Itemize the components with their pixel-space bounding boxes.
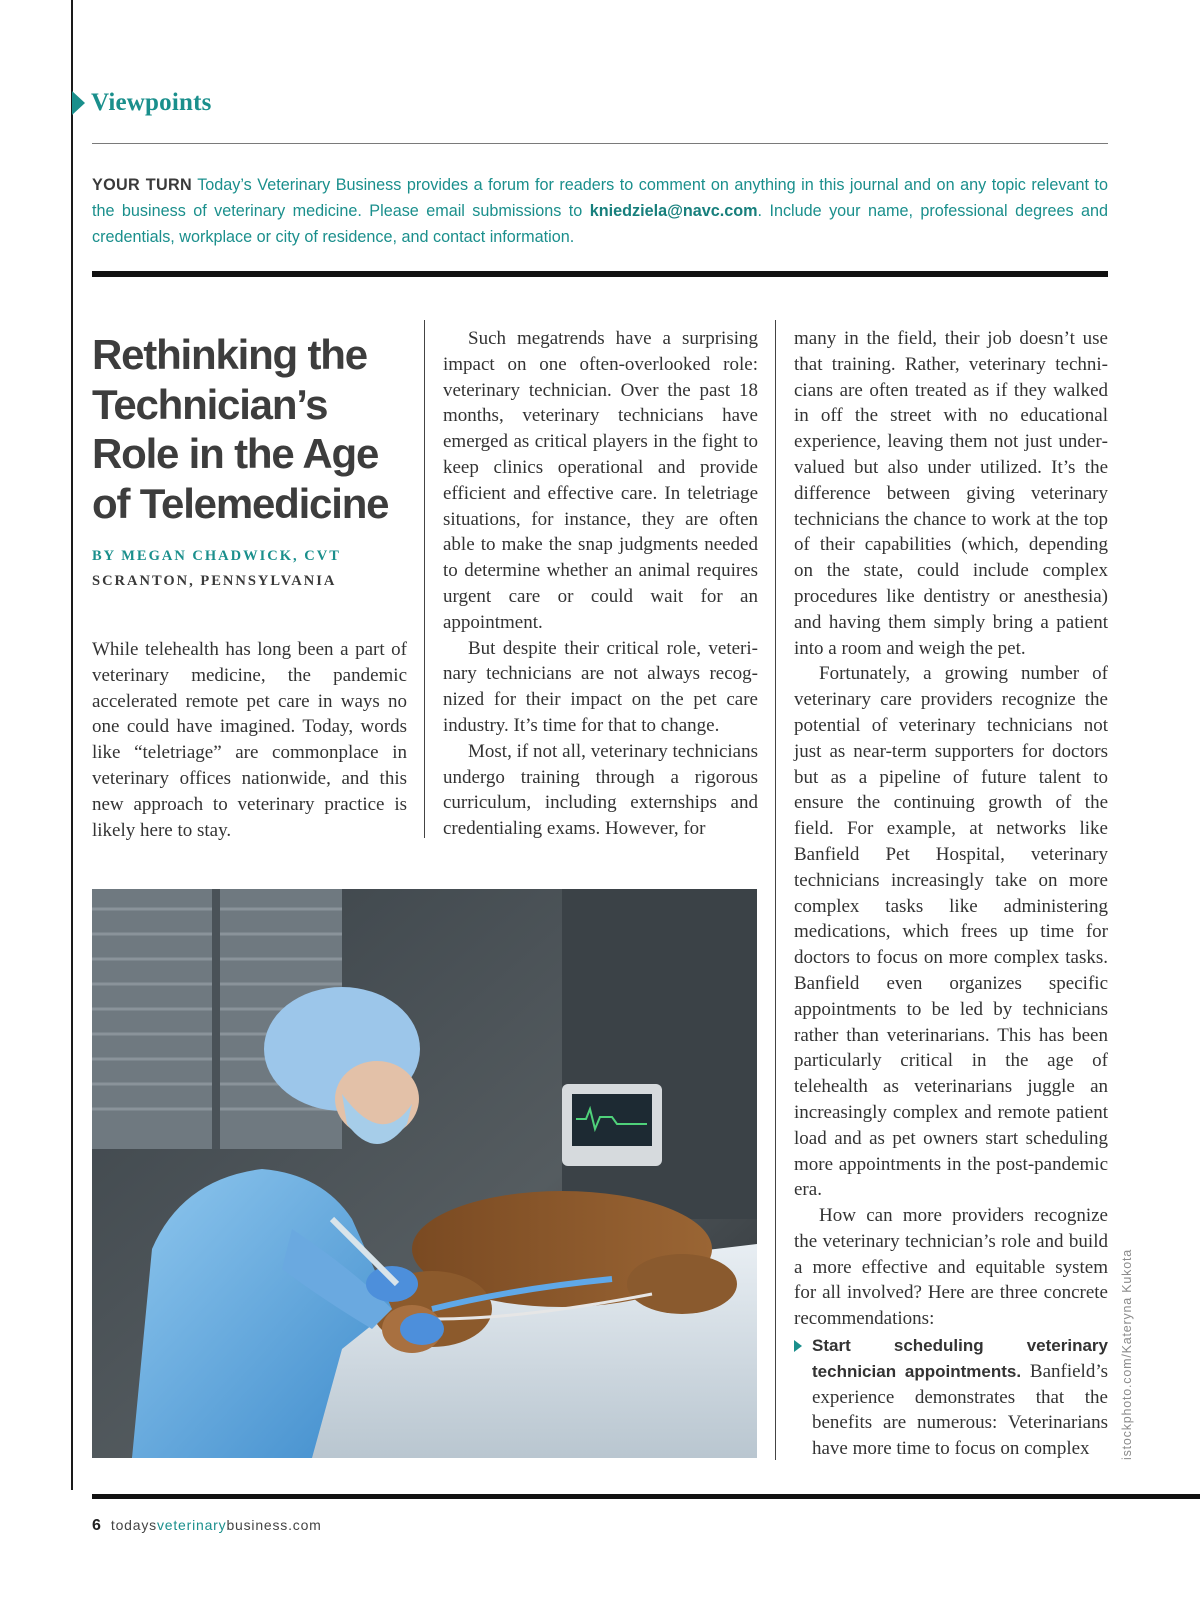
article-location: SCRANTON, PENNSYLVANIA [92, 573, 337, 589]
site-url-suffix: business.com [226, 1517, 322, 1533]
photo-credit: istockphoto.com/Kateryna Kukota [1120, 1248, 1134, 1460]
bullet-heading: Start scheduling veterinary technician appointments. [812, 1336, 1108, 1381]
footer-divider [92, 1494, 1200, 1499]
article-photo [92, 889, 757, 1458]
article-column-2 [443, 326, 758, 842]
page-footer [92, 1517, 322, 1535]
article-headline: Rethinking the Technician’s Role in the Age of Telemedicine [92, 331, 389, 527]
your-turn-lead: YOUR TURN [92, 176, 192, 194]
paragraph: Most, if not all, veterinary technicians undergo training through a rigorous curriculum, including externships and credentialing exams. However, for [443, 740, 758, 840]
column-divider [775, 320, 776, 1460]
article-column-1 [92, 637, 407, 843]
site-url[interactable] [111, 1517, 322, 1533]
recommendation-bullet [794, 1333, 1108, 1462]
site-url-prefix: todays [110, 1517, 157, 1533]
submission-email-link[interactable]: kniedziela@navc.com [589, 202, 758, 220]
paragraph: many in the field, their job doesn’t use that training. Rather, veterinary technicians are often treated as if they walked in off the street with no educational experience, leaving them not just undervalued but also under utilized. It’s the difference between giving veterinary technicians the chance to work at the top of their capabilities (which, depending on the state, could include complex procedures like dentistry or anesthesia) and having them simply bring a patient into a room and weigh the pet. [794, 328, 1108, 659]
paragraph: While telehealth has long been a part of veterinary medicine, the pandemic accelerated remote pet care in ways no one could have imagined. Today, words like “teletriage” are commonplace in veterinary offices nationwide, and this new approach to veterinary practice is likely here to stay. [92, 639, 407, 841]
article-column-3 [794, 326, 1108, 1462]
section-divider [92, 271, 1108, 277]
site-url-highlight: veterinary [156, 1517, 227, 1533]
section-header [72, 86, 212, 120]
article-byline: BY MEGAN CHADWICK, CVT [92, 548, 341, 564]
paragraph: Fortunately, a growing number of veterinary care providers recognize the potential of veterinary technicians not just as near-term supporters for doctors but as a pipeline of future talent to ensure the continuing growth of the field. For example, at networks like Banfield Pet Hospital, veterinary technicians increasingly take on more complex tasks like administering medications, which frees up time for doctors to focus on more complex tasks. Banfield even organizes specific appointments to be led by technicians rather than veterinarians. This has been particularly critical in the age of telehealth as veterinarians juggle an increasingly complex and remote patient load and as pet owners start scheduling more appointments in the post-pandemic era. [794, 663, 1108, 1201]
bullet-arrow-icon [794, 1340, 802, 1352]
your-turn-text-end: . Include your name, professional degrees and credentials, workplace or city of residence, and contact information. [92, 202, 1108, 246]
section-title: Viewpoints [91, 89, 212, 116]
page-number: 6 [92, 1517, 101, 1534]
column-divider [424, 320, 425, 838]
left-margin-rule [71, 0, 73, 1490]
paragraph: But despite their critical role, veterinary technicians are not always recognized for their impact on the pet care industry. It’s time for that to change. [443, 637, 758, 736]
your-turn-text: Today’s Veterinary Business provides a forum for readers to comment on anything in this journal and on any topic relevant to the business of veterinary medicine. Please email submissions to [92, 176, 1108, 220]
paragraph: Such megatrends have a surprising impact on one often-overlooked role: veterinary technician. Over the past 18 months, veterinary technicians have emerged as critical players in the fight to keep clinics operational and provide efficient and effective care. In teletriage situations, for instance, they are often able to make the snap judgments needed to determine whether an animal requires urgent care or could wait for an appointment. [443, 328, 758, 633]
bullet-text: Banfield’s experience demonstrates that the benefits are numerous: Veterinarians have more time to focus on complex [812, 1360, 1108, 1460]
your-turn-notice [92, 172, 1108, 250]
paragraph: How can more providers recognize the veterinary technician’s role and build a more effective and equitable system for all involved? Here are three concrete recommendations: [794, 1205, 1108, 1330]
header-divider [92, 143, 1108, 144]
vet-technician-dental-procedure-image [92, 889, 757, 1458]
section-arrow-icon [72, 91, 85, 115]
